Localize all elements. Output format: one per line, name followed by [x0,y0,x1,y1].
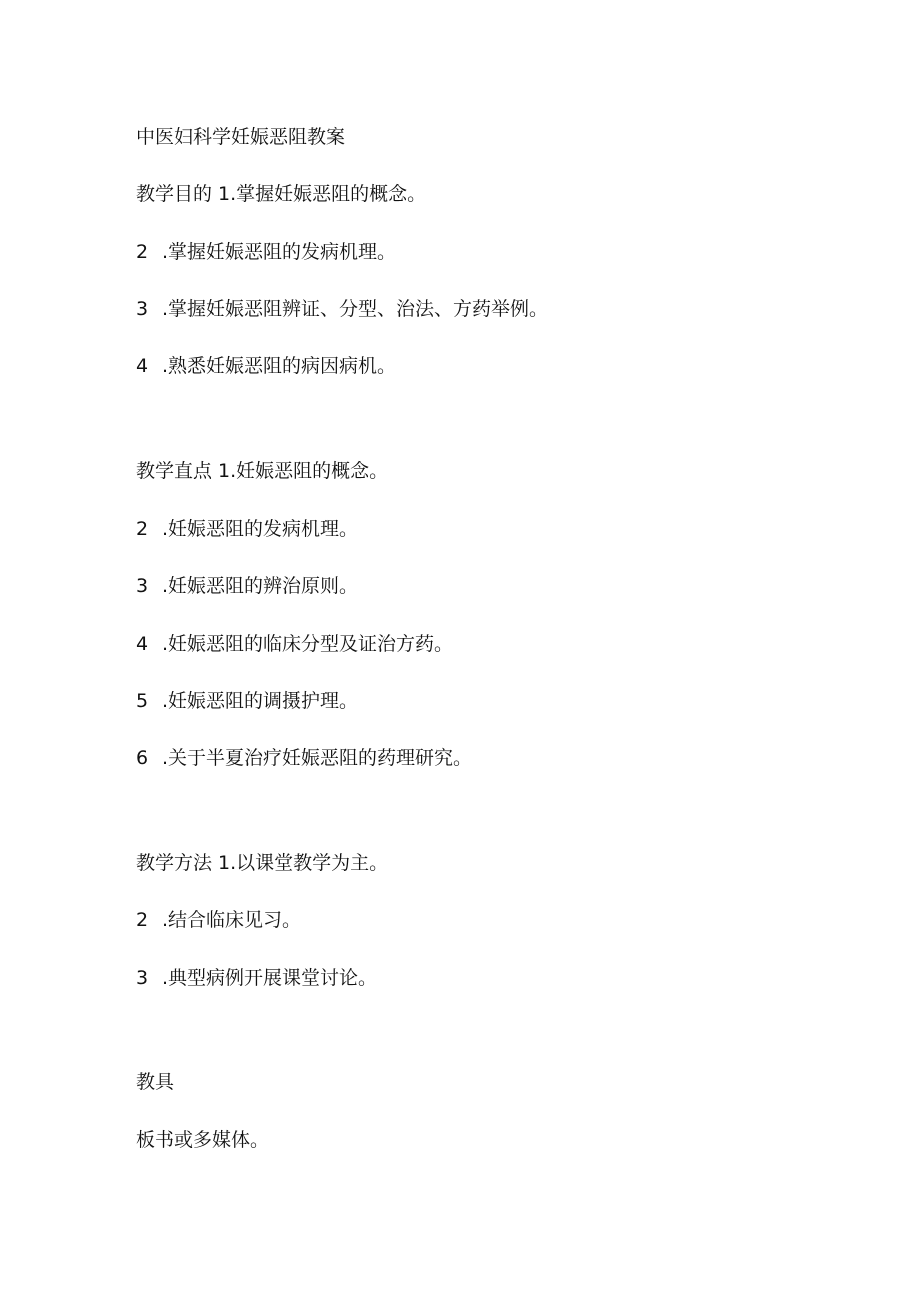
list-item [136,517,358,541]
list-item-text: .妊娠恶阻的调摄护理。 [162,690,359,712]
list-item-text: .妊娠恶阻的辨治原则。 [162,575,359,597]
list-item-number: 5 [136,690,149,712]
list-item [136,574,358,598]
methods-heading: 教学方法 1.以课堂教学为主。 [136,852,389,874]
list-item [136,966,377,990]
list-item-number: 2 [136,909,149,931]
list-item-text: .掌握妊娠恶阻的发病机理。 [162,241,397,263]
list-item-text: .关于半夏治疗妊娠恶阻的药理研究。 [162,747,473,769]
list-item-number: 3 [136,967,149,989]
list-item-number: 4 [136,633,149,655]
list-item-number: 2 [136,241,149,263]
list-item-text: .妊娠恶阻的临床分型及证治方药。 [162,633,454,655]
list-item-number: 2 [136,518,149,540]
objectives-heading: 教学目的 1.掌握妊娠恶阻的概念。 [136,183,427,205]
list-item-text: .熟悉妊娠恶阻的病因病机。 [162,355,397,377]
list-item-text: .掌握妊娠恶阻辨证、分型、治法、方药举例。 [162,298,549,320]
tools-heading: 教具 [136,1071,175,1093]
list-item [136,746,472,770]
list-item [136,689,358,713]
list-item-text: .妊娠恶阻的发病机理。 [162,518,359,540]
list-item-number: 3 [136,298,149,320]
list-item-number: 3 [136,575,149,597]
list-item [136,240,396,264]
key-points-heading: 教学直点 1.妊娠恶阻的概念。 [136,460,389,482]
list-item-text: .结合临床见习。 [162,909,302,931]
list-item-text: .典型病例开展课堂讨论。 [162,967,378,989]
list-item [136,632,453,656]
tools-content: 板书或多媒体。 [136,1129,270,1151]
list-item-number: 6 [136,747,149,769]
document-title: 中医妇科学妊娠恶阻教案 [136,126,346,148]
list-item [136,297,548,321]
list-item [136,908,301,932]
list-item [136,354,396,378]
list-item-number: 4 [136,355,149,377]
